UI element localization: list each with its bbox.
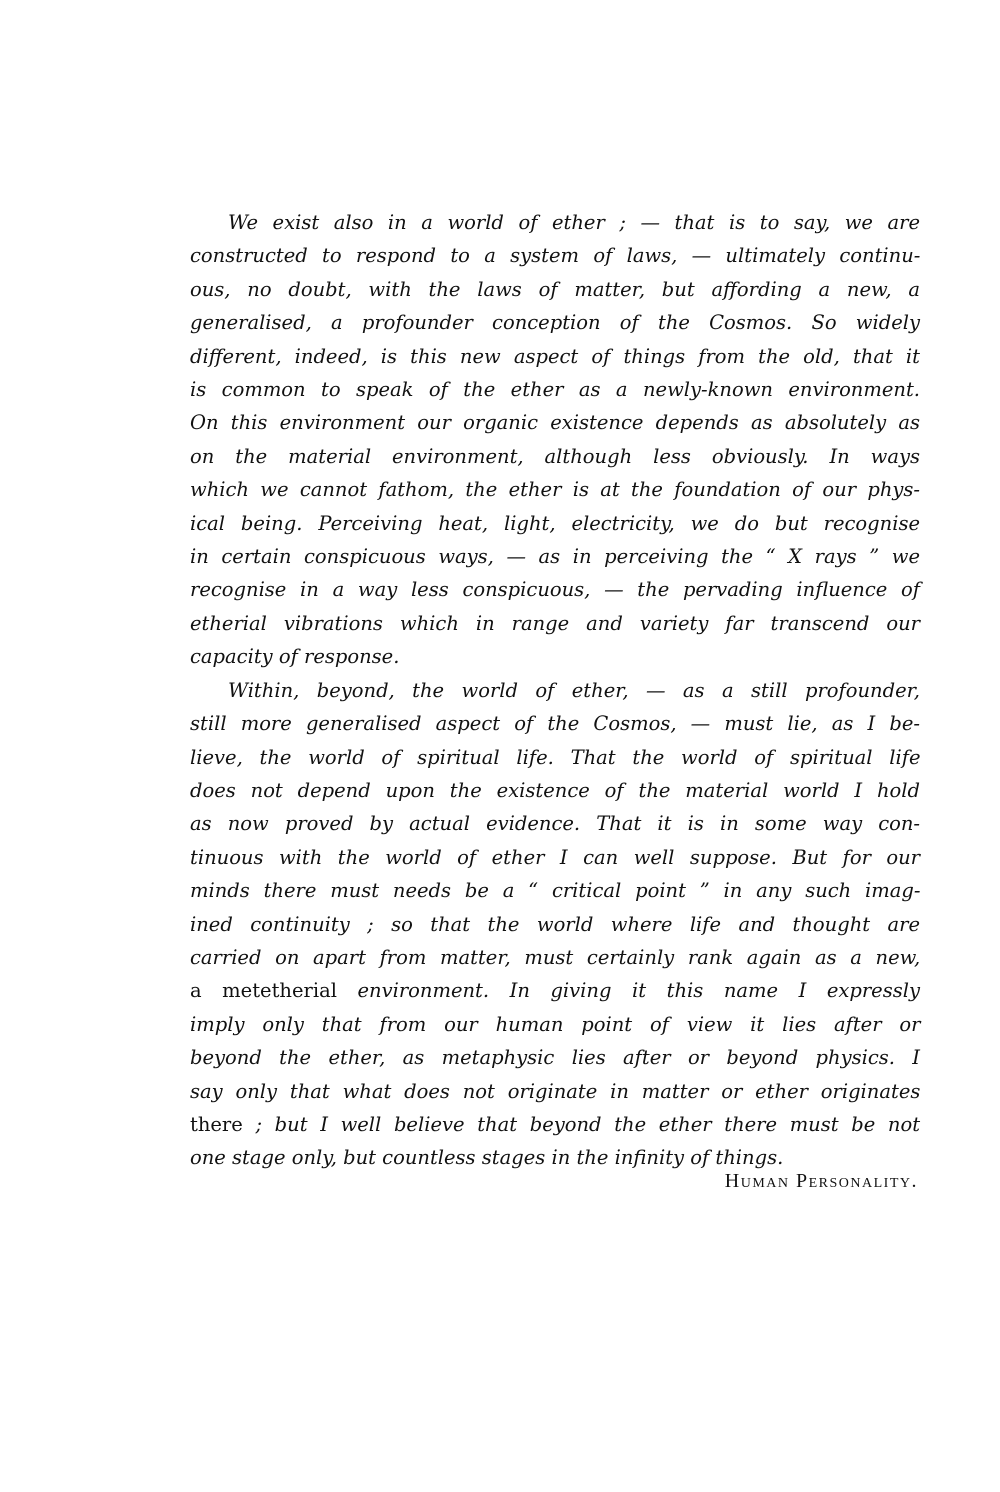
text-line: say only that what does not originate in matter or ether originates bbox=[190, 1079, 921, 1103]
paragraph-2 bbox=[190, 674, 920, 1175]
text-line: ical being. Perceiving heat, light, electricity, we do but recognise bbox=[190, 511, 920, 535]
text-line: ous, no doubt, with the laws of matter, but affording a new, a bbox=[190, 277, 920, 301]
roman-word: there bbox=[190, 1112, 243, 1136]
italic-run: ; but I well believe that beyond the ether there must be not bbox=[242, 1112, 921, 1136]
text-line: generalised, a profounder conception of the Cosmos. So widely bbox=[190, 311, 920, 335]
text-line: ined continuity ; so that the world where life and thought are bbox=[190, 912, 920, 936]
text-line: We exist also in a world of ether ; — that is to say, we are bbox=[228, 211, 920, 234]
roman-word: a metetherial bbox=[190, 979, 337, 1003]
text-line: different, indeed, is this new aspect of things from the old, that it bbox=[190, 344, 921, 368]
text-line: minds there must needs be a “ critical point ” in any such imag- bbox=[190, 879, 921, 903]
text-line: Within, beyond, the world of ether, — as a still profounder, bbox=[228, 678, 920, 702]
text-line: is common to speak of the ether as a newly-known environment. bbox=[190, 378, 920, 402]
text-line: etherial vibrations which in range and variety far transcend our bbox=[190, 611, 920, 635]
italic-run: environment. In giving it this name I expressly bbox=[336, 979, 920, 1003]
text-line: does not depend upon the existence of the material world I hold bbox=[190, 778, 920, 802]
text-line: carried on apart from matter, must certainly rank again as a new, bbox=[190, 945, 921, 969]
text-line: in certain conspicuous ways, — as in perceiving the “ X rays ” we bbox=[190, 545, 920, 569]
text-line: lieve, the world of spiritual life. That the world of spiritual life bbox=[190, 745, 921, 769]
text-line: on the material environment, although less obviously. In ways bbox=[190, 444, 920, 468]
text-line: On this environment our organic existence depends as absolutely as bbox=[190, 411, 920, 435]
source-attribution: Human Personality. bbox=[724, 1170, 918, 1192]
text-line: imply only that from our human point of view it lies after or bbox=[190, 1012, 921, 1036]
text-line: beyond the ether, as metaphysic lies after or beyond physics. I bbox=[190, 1046, 920, 1070]
text-line: one stage only, but countless stages in the infinity of things. bbox=[190, 1146, 784, 1170]
text-line-mixed bbox=[190, 974, 920, 1007]
text-line: which we cannot fathom, the ether is at the foundation of our phys- bbox=[190, 478, 920, 502]
quotation-text bbox=[190, 206, 920, 1175]
text-line: still more generalised aspect of the Cosmos, — must lie, as I be- bbox=[190, 712, 920, 736]
text-line-mixed bbox=[190, 1108, 920, 1141]
text-line: capacity of response. bbox=[190, 645, 400, 669]
text-line: recognise in a way less conspicuous, — the pervading influence of bbox=[190, 578, 920, 602]
text-line: constructed to respond to a system of laws, — ultimately continu- bbox=[190, 244, 921, 268]
text-line: as now proved by actual evidence. That it is in some way con- bbox=[190, 812, 921, 836]
text-line: tinuous with the world of ether I can well suppose. But for our bbox=[190, 845, 920, 869]
paragraph-1 bbox=[190, 206, 920, 674]
